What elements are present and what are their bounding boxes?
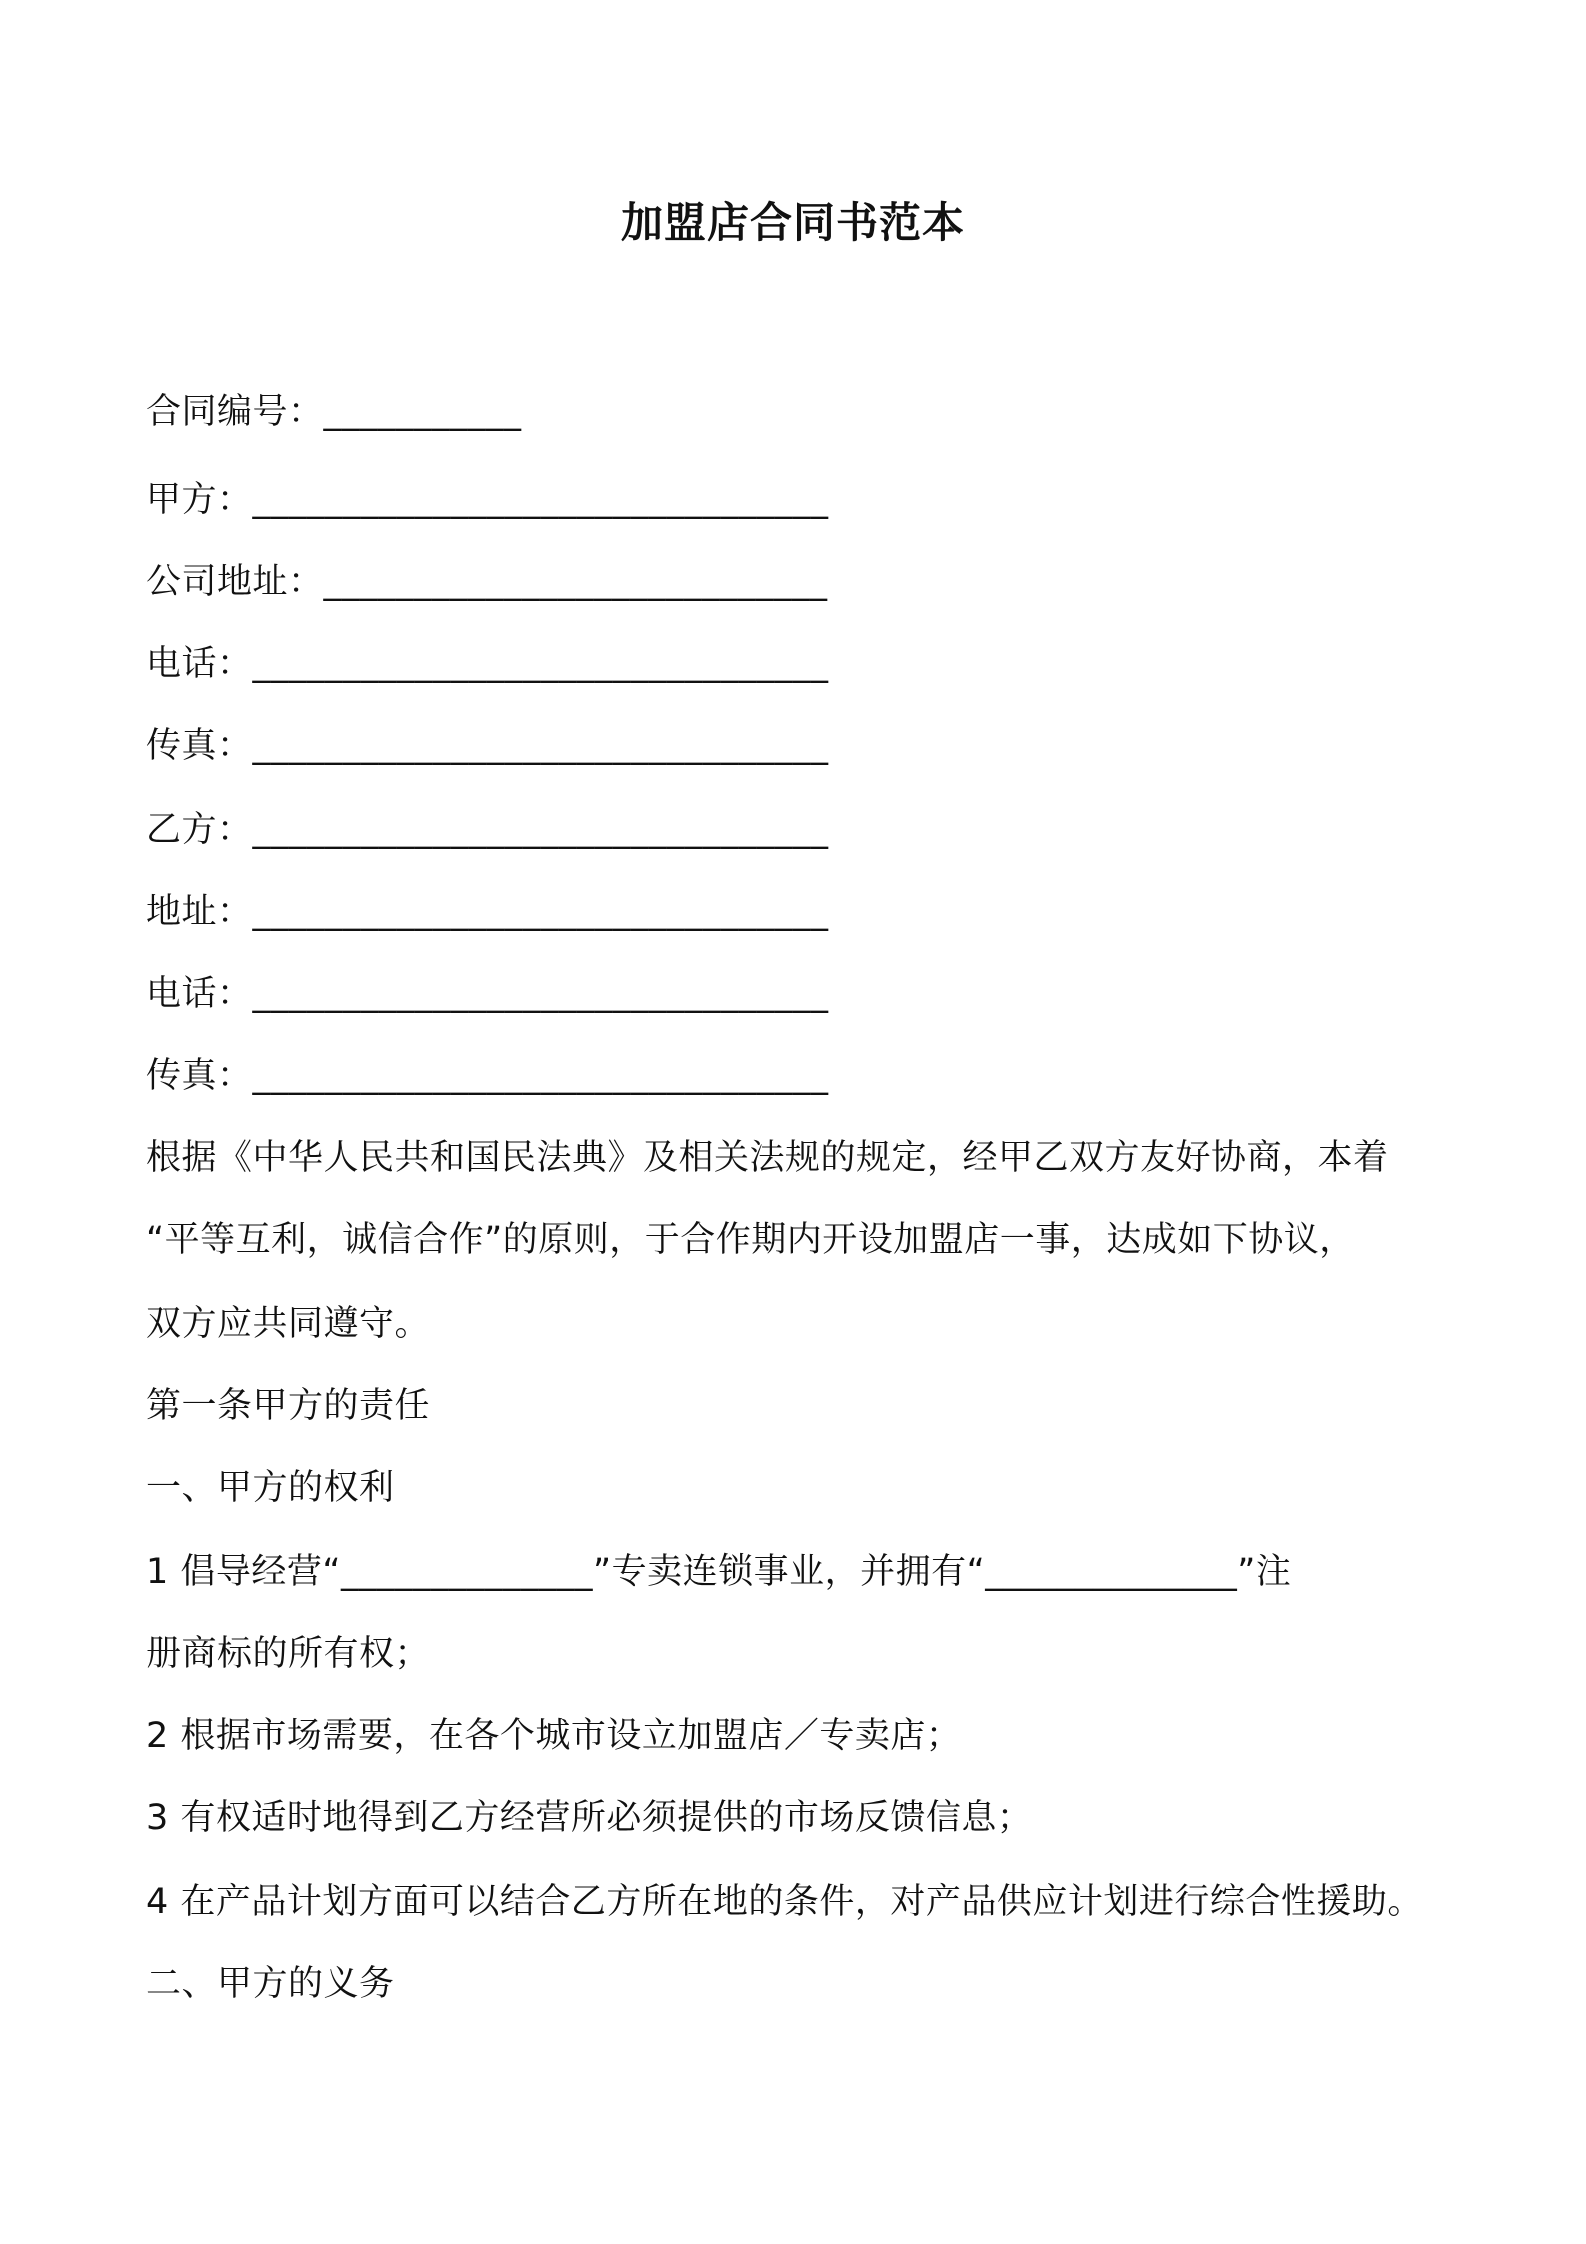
- clause-line: 3 有权适时地得到乙方经营所必须提供的市场反馈信息；: [146, 1798, 1033, 1838]
- field-contract-number: 合同编号：___________: [146, 392, 522, 432]
- clause-line: 册商标的所有权；: [146, 1634, 431, 1674]
- section-heading: 二、甲方的义务: [146, 1964, 395, 2004]
- field-phone-a: 电话：________________________________: [146, 644, 829, 684]
- field-party-a: 甲方：________________________________: [146, 480, 829, 520]
- preamble-line: “平等互利，诚信合作”的原则，于合作期内开设加盟店一事，达成如下协议，: [146, 1220, 1355, 1260]
- field-fax-a: 传真：________________________________: [146, 726, 829, 766]
- clause-line: 1 倡导经营“______________”专卖连锁事业，并拥有“______________”注: [146, 1552, 1292, 1592]
- document-title: 加盟店合同书范本: [620, 198, 965, 247]
- field-fax-b: 传真：________________________________: [146, 1056, 829, 1096]
- field-phone-b: 电话：________________________________: [146, 974, 829, 1014]
- section-heading: 一、甲方的权利: [146, 1468, 395, 1508]
- field-party-b: 乙方：________________________________: [146, 810, 829, 850]
- field-address-b: 地址：________________________________: [146, 892, 829, 932]
- clause-line: 4 在产品计划方面可以结合乙方所在地的条件，对产品供应计划进行综合性援助。: [146, 1882, 1423, 1922]
- field-company-address: 公司地址：____________________________: [146, 562, 828, 602]
- clause-line: 2 根据市场需要，在各个城市设立加盟店／专卖店；: [146, 1716, 962, 1756]
- preamble-line: 双方应共同遵守。: [146, 1304, 431, 1344]
- preamble-line: 根据《中华人民共和国民法典》及相关法规的规定，经甲乙双方友好协商，本着: [146, 1138, 1389, 1178]
- article-heading: 第一条甲方的责任: [146, 1386, 431, 1426]
